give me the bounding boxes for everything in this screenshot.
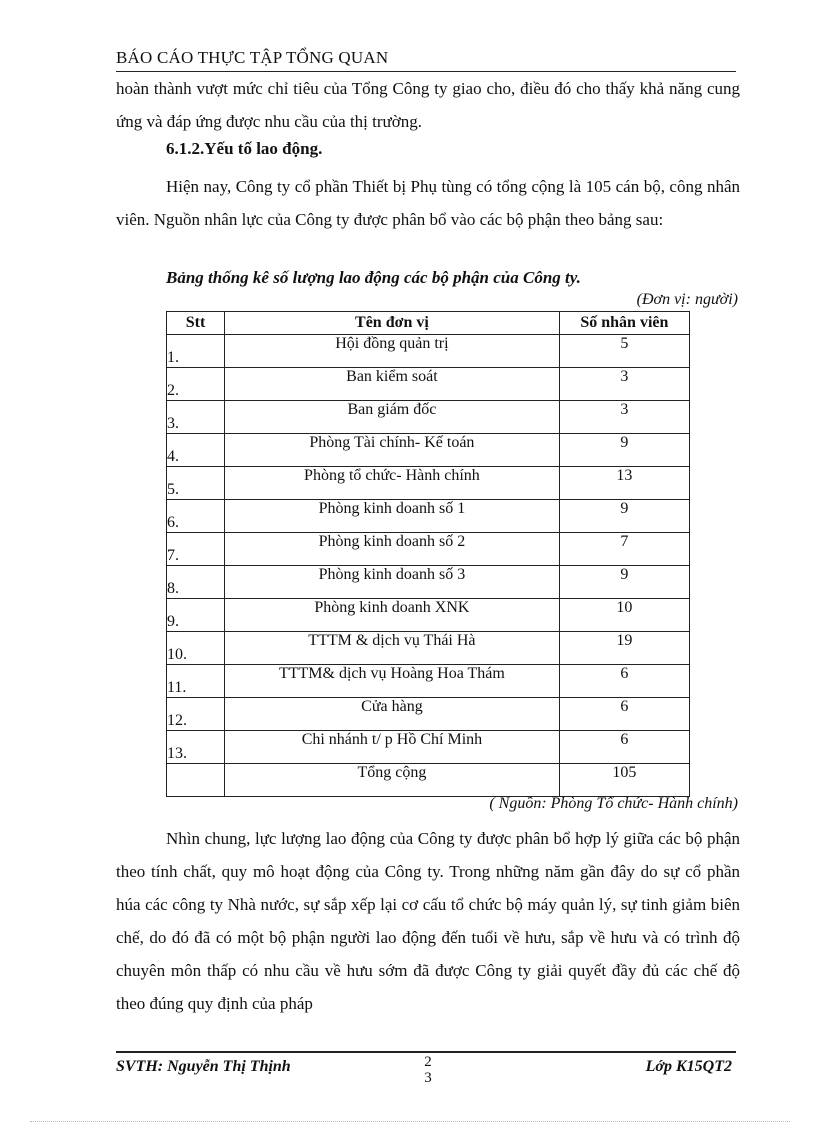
row-unit-name: TTTM & dịch vụ Thái Hà [225, 632, 560, 665]
table-row [167, 467, 690, 500]
row-staff-count: 7 [559, 533, 689, 566]
total-stt [167, 764, 225, 797]
row-staff-count: 10 [559, 599, 689, 632]
row-unit-name: Phòng kinh doanh số 3 [225, 566, 560, 599]
row-unit-name: Phòng kinh doanh XNK [225, 599, 560, 632]
table-unit: (Đơn vị: người) [636, 291, 738, 308]
row-staff-count: 9 [559, 434, 689, 467]
row-staff-count: 6 [559, 665, 689, 698]
table-total-row [167, 764, 690, 797]
intro-paragraph: hoàn thành vượt mức chỉ tiêu của Tổng Công ty giao cho, điều đó cho thấy khả năng cung ứng và đáp ứng được nhu cầu của thị trường. [116, 79, 740, 131]
table-row [167, 401, 690, 434]
row-unit-name: Hội đồng quản trị [225, 335, 560, 368]
page-number [420, 1054, 436, 1086]
row-staff-count: 5 [559, 335, 689, 368]
row-stt: 10. [167, 632, 225, 665]
row-unit-name: Phòng kinh doanh số 2 [225, 533, 560, 566]
row-stt: 3. [167, 401, 225, 434]
row-unit-name: Phòng tổ chức- Hành chính [225, 467, 560, 500]
row-unit-name: Ban giám đốc [225, 401, 560, 434]
table-caption: Bảng thống kê số lượng lao động các bộ phận của Công ty. [166, 268, 581, 287]
table-row [167, 665, 690, 698]
row-unit-name: Cửa hàng [225, 698, 560, 731]
row-stt: 2. [167, 368, 225, 401]
row-stt: 7. [167, 533, 225, 566]
table-row [167, 698, 690, 731]
footer-divider [116, 1051, 736, 1053]
table-row [167, 500, 690, 533]
staff-table [166, 311, 690, 797]
table-row [167, 335, 690, 368]
row-stt: 12. [167, 698, 225, 731]
total-label: Tổng cộng [225, 764, 560, 797]
total-staff-count: 105 [559, 764, 689, 797]
analysis-paragraph: Nhìn chung, lực lượng lao động của Công ty được phân bổ hợp lý giữa các bộ phận theo tính chất, quy mô hoạt động của Công ty. Trong những năm gần đây do sự cổ phần húa các công ty Nhà nước, sự sắp xếp lại cơ cấu tổ chức bộ máy quản lý, sự tinh giảm biên chế, do đó đã có một bộ phận người lao động đến tuổi về hưu, sắp về hưu và có trình độ chuyên môn thấp có nhu cầu về hưu sớm đã được Công ty giải quyết đầy đủ các chế độ theo đúng quy định của pháp [116, 829, 740, 1013]
row-staff-count: 3 [559, 368, 689, 401]
row-unit-name: Ban kiểm soát [225, 368, 560, 401]
row-stt: 5. [167, 467, 225, 500]
footer-student-name: SVTH: Nguyễn Thị Thịnh [116, 1058, 291, 1075]
header-staff-count: Số nhân viên [559, 312, 689, 335]
section-heading: 6.1.2.Yếu tố lao động. [166, 139, 323, 158]
table-row [167, 434, 690, 467]
table-row [167, 599, 690, 632]
report-header-title: BÁO CÁO THỰC TẬP TỔNG QUAN [116, 48, 389, 67]
row-staff-count: 9 [559, 566, 689, 599]
workforce-paragraph: Hiện nay, Công ty cổ phần Thiết bị Phụ tùng có tổng cộng là 105 cán bộ, công nhân viên. Nguồn nhân lực của Công ty được phân bổ vào các bộ phận theo bảng sau: [116, 177, 740, 229]
row-staff-count: 13 [559, 467, 689, 500]
row-staff-count: 9 [559, 500, 689, 533]
row-staff-count: 6 [559, 731, 689, 764]
row-unit-name: Phòng Tài chính- Kế toán [225, 434, 560, 467]
table-row [167, 566, 690, 599]
table-source-note: ( Nguồn: Phòng Tổ chức- Hành chính) [489, 795, 738, 812]
table-header-row [167, 312, 690, 335]
header-stt: Stt [167, 312, 225, 335]
table-row [167, 368, 690, 401]
row-staff-count: 6 [559, 698, 689, 731]
table-row [167, 632, 690, 665]
page-bottom-dotted-line [30, 1121, 790, 1122]
row-stt: 1. [167, 335, 225, 368]
row-stt: 4. [167, 434, 225, 467]
row-unit-name: TTTM& dịch vụ Hoàng Hoa Thám [225, 665, 560, 698]
row-stt: 13. [167, 731, 225, 764]
row-stt: 8. [167, 566, 225, 599]
row-staff-count: 3 [559, 401, 689, 434]
page-number-bottom: 3 [424, 1070, 432, 1086]
footer-class: Lớp K15QT2 [645, 1058, 732, 1075]
table-row [167, 533, 690, 566]
row-stt: 6. [167, 500, 225, 533]
page-number-top: 2 [424, 1054, 432, 1070]
table-row [167, 731, 690, 764]
row-stt: 9. [167, 599, 225, 632]
row-stt: 11. [167, 665, 225, 698]
header-unit-name: Tên đơn vị [225, 312, 560, 335]
row-unit-name: Chi nhánh t/ p Hồ Chí Minh [225, 731, 560, 764]
row-unit-name: Phòng kinh doanh số 1 [225, 500, 560, 533]
row-staff-count: 19 [559, 632, 689, 665]
